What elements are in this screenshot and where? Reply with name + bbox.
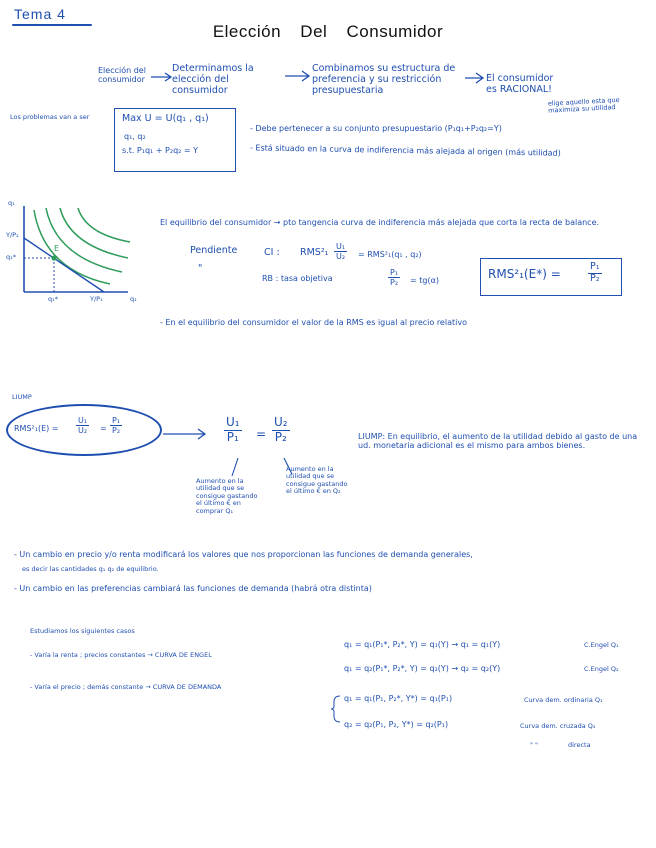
problem-condition-1: - Debe pertenecer a su conjunto presupuestario (P₁q₁+P₂q₂=Y) bbox=[250, 124, 502, 133]
ditto-mark: " bbox=[198, 263, 203, 274]
equilibrium-conclusion: - En el equilibrio del consumidor el valor de la RMS es igual al precio relativo bbox=[160, 318, 467, 327]
arrow-icon bbox=[284, 70, 312, 82]
oval-rms: RMS²₁(E) = bbox=[14, 424, 59, 433]
flow-step-3: Combinamos su estructura de preferencia y su restricción presupuestaria bbox=[312, 63, 456, 96]
rb-label: RB : tasa objetiva bbox=[262, 274, 333, 283]
graph-y-intercept: Y/P₂ bbox=[6, 231, 19, 239]
price-numerator: P₁ bbox=[390, 268, 399, 277]
oval-u2: U₂ bbox=[78, 426, 88, 436]
oval-p2: P₂ bbox=[112, 426, 121, 436]
oval-u1: U₁ bbox=[78, 416, 88, 425]
oval-price-fraction bbox=[110, 416, 122, 435]
rms-function: = RMS²₁(q₁ , q₂) bbox=[358, 250, 422, 259]
engel-eq-1: q₁ = q₁(P₁*, P₂*, Y) = q₁(Y) → q₁ = q₁(Y) bbox=[344, 640, 501, 649]
rms-denominator: U₂ bbox=[336, 252, 346, 262]
cases-heading: Estudiamos los siguientes casos bbox=[30, 627, 135, 635]
liump-big-equals: = bbox=[256, 427, 267, 441]
engel-tag-1: C.Engel Q₁ bbox=[584, 641, 619, 649]
boxed-rms: RMS²₁(E*) = bbox=[488, 267, 561, 281]
boxed-price-numerator: P₁ bbox=[590, 261, 600, 272]
case-renta: - Varía la renta ; precios constantes → CURVA DE ENGEL bbox=[30, 651, 212, 659]
case-precio: - Varía el precio ; demás constante → CURVA DE DEMANDA bbox=[30, 683, 222, 691]
problem-max: Max U = U(q₁ , q₁) bbox=[122, 113, 209, 124]
flow-step-1: Elección del consumidor bbox=[98, 66, 146, 85]
liump-big-left bbox=[224, 416, 242, 445]
problem-intro: Los problemas van a ser bbox=[10, 113, 90, 121]
engel-eq-2: q₁ = q₂(P₁*, P₂*, Y) = q₂(Y) → q₂ = q₂(Y) bbox=[344, 664, 501, 673]
big-p2: P₂ bbox=[274, 429, 287, 444]
oval-p1: P₁ bbox=[112, 416, 121, 425]
big-u2: U₂ bbox=[274, 415, 288, 429]
big-p1: P₁ bbox=[226, 429, 239, 444]
oval-equals: = bbox=[100, 424, 107, 433]
problem-vars: q₁, q₂ bbox=[124, 132, 146, 141]
demand-tag-5: directa bbox=[568, 741, 591, 749]
rms-fraction bbox=[334, 242, 347, 261]
oval-utility-fraction bbox=[76, 416, 89, 435]
tangent-label: = tg(α) bbox=[410, 276, 439, 285]
change-2: - Un cambio en las preferencias cambiará las funciones de demanda (habrá otra distinta) bbox=[14, 584, 372, 593]
graph-x-axis-label: q₁ bbox=[130, 295, 137, 303]
flow-step-2: Determinamos la elección del consumidor bbox=[172, 63, 254, 96]
arrow-icon bbox=[150, 72, 174, 82]
demand-eq-4: q₂ = q₂(P₁, P₂, Y*) = q₂(P₁) bbox=[344, 720, 449, 729]
graph-point-label: E bbox=[54, 244, 60, 253]
graph-y-equilibrium: q₁* bbox=[6, 253, 16, 261]
page-title: Elección Del Consumidor bbox=[212, 22, 444, 41]
demand-tag-4: Curva dem. cruzada Q₂ bbox=[520, 722, 596, 730]
demand-ditto-5: " " bbox=[530, 741, 539, 749]
change-1b: es decir las cantidades q₁ q₂ de equilibrio. bbox=[22, 565, 159, 573]
rms-label: RMS²₁ bbox=[300, 247, 329, 258]
demand-eq-3: q₁ = q₁(P₁, P₂*, Y*) = q₁(P₁) bbox=[344, 694, 453, 703]
flow-note: elige aquello esta que maximiza su utilidad bbox=[547, 95, 620, 116]
arrow-icon bbox=[464, 72, 486, 84]
arrow-icon bbox=[162, 428, 210, 440]
graph-x-equilibrium: q₁* bbox=[48, 295, 58, 303]
price-fraction bbox=[388, 268, 400, 287]
liump-note-1: Aumento en la utilidad que se consigue gastando el último € en comprar Q₁ bbox=[196, 477, 258, 515]
liump-definition: LIUMP: En equilibrio, el aumento de la utilidad debido al gasto de una ud. monetaria adicional es el mismo para ambos bienes. bbox=[358, 432, 638, 451]
boxed-price-fraction bbox=[588, 262, 602, 285]
graph-y-axis-label: q₁ bbox=[8, 199, 15, 207]
boxed-price-denominator: P₂ bbox=[590, 272, 600, 284]
engel-tag-2: C.Engel Q₂ bbox=[584, 665, 619, 673]
price-denominator: P₂ bbox=[390, 278, 399, 288]
flow-step-4: El consumidor es RACIONAL! bbox=[486, 73, 554, 95]
big-u1: U₁ bbox=[226, 415, 240, 429]
equilibrium-definition: El equilibrio del consumidor → pto tangencia curva de indiferencia más alejada que corta la recta de balance. bbox=[160, 218, 600, 227]
liump-big-right bbox=[272, 416, 290, 445]
graph-x-intercept: Y/P₁ bbox=[90, 295, 103, 303]
rms-numerator: U₁ bbox=[336, 242, 346, 251]
demand-tag-3: Curva dem. ordinaria Q₁ bbox=[524, 696, 603, 704]
ci-label: CI : bbox=[264, 247, 280, 258]
liump-label: LIUMP bbox=[12, 393, 32, 401]
problem-st: s.t. P₁q₁ + P₂q₂ = Y bbox=[122, 146, 199, 155]
tema-label: Tema 4 bbox=[14, 6, 66, 22]
problem-condition-2: - Está situado en la curva de indiferencia más alejada al origen (más utilidad) bbox=[249, 143, 561, 158]
change-1: - Un cambio en precio y/o renta modificará los valores que nos proporcionan las funciones de demanda generales, bbox=[14, 550, 473, 559]
pendiente-label: Pendiente bbox=[190, 245, 238, 256]
brace-icon bbox=[330, 694, 344, 724]
liump-note-2: Aumento en la utilidad que se consigue gastando el último € en Q₂ bbox=[286, 465, 348, 496]
